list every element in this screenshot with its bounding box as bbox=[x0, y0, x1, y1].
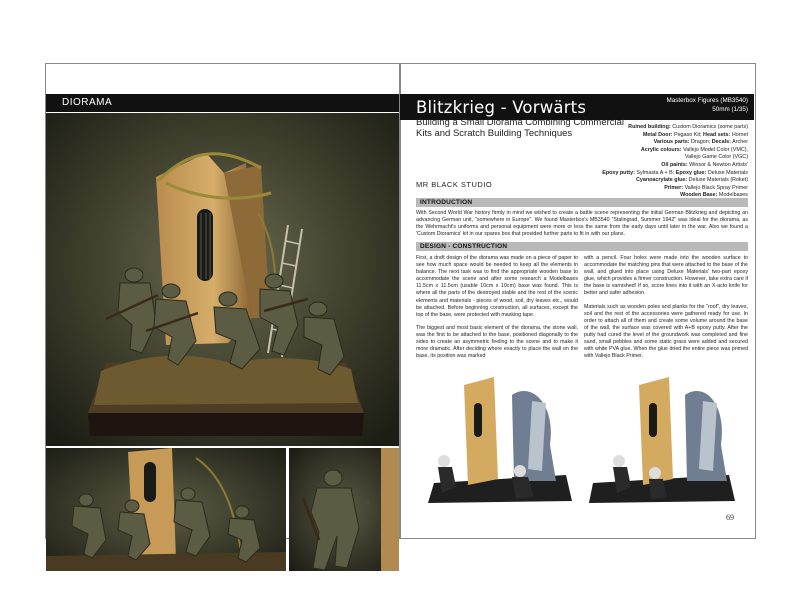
construction-photo-2 bbox=[579, 375, 739, 505]
spec-line: Cyanoacrylate glue: Deluxe Materials (Roket) bbox=[635, 177, 748, 184]
paragraph: The biggest and most basic element of the diorama, the stone wall, was the first to be attached to the base, positioned diagonally to the sides to create an asymmetric feeling to the scene and to make it more dramatic. After deciding where exactly to place the wall on the base, its position was marked bbox=[416, 324, 578, 360]
detail-photo-right bbox=[289, 448, 399, 571]
left-page bbox=[46, 63, 399, 538]
figure-info-line: 50mm (1/35) bbox=[712, 105, 748, 113]
construction-photo-2-image bbox=[579, 375, 739, 505]
introduction-heading: INTRODUCTION bbox=[420, 199, 473, 206]
materials-list bbox=[578, 124, 748, 200]
body-column-1 bbox=[416, 255, 578, 366]
spec-line: Metal Door: Pegaso Kit; Head sets: Hornet bbox=[642, 131, 748, 138]
spec-line: Epoxy putty: Sylmasta A + B; Epoxy glue: Deluxe Materials bbox=[602, 169, 748, 176]
introduction-text: With Second World War history firmly in mind we wished to create a battle scene representing the initial German Blitzkrieg and depicting an advancing German unit, "somewhere in Europe". We found Masterbox's MB3540 "Stalingrad, Summer 1942" was ideal for the diorama, as the Wehrmacht's uniforms and personal equipment were more or less the same from the early days until later in the war. Also we found a 'Custom Dioramics' kit in our spares box that provided further parts to fit in with our plans. bbox=[416, 210, 748, 238]
detail-photo-left bbox=[46, 448, 286, 571]
spec-line: Oil paints: Winsor & Newton Artists' bbox=[661, 161, 748, 168]
main-diorama-image bbox=[46, 113, 399, 446]
section-header bbox=[46, 94, 399, 112]
paragraph: with a pencil. Four holes were made into the wooden surface to accommodate the matching pins that were attached to the base of the wall, and glued into place using Deluxe Materials' two-part epoxy glue, which provides a firmer construction. However, take extra care if the base is varnished! If so, score lines into it with an X-acto knife for better and safer adhesion. bbox=[584, 255, 748, 297]
main-diorama-photo bbox=[46, 113, 399, 446]
spec-line: Various parts: Dragon; Decals: Archer bbox=[653, 139, 748, 146]
detail-photo-right-image bbox=[289, 448, 399, 571]
construction-photo-1 bbox=[416, 375, 576, 505]
section-label: DIORAMA bbox=[62, 97, 113, 108]
paragraph: First, a draft design of the diorama was made on a piece of paper to see how much space would be needed to keep all the elements in balance. The next task was to find the appropriate wooden base to accommodate the scene and after some research a Modelbases 11.5cm x 11.5cm (usable 10cm x 10cm) base was found. This is where all the parts of the destroyed stable and the rest of the scenic elements and materials - pieces of wood, soil, dry leaves etc., would be attached. Before beginning construction, all surfaces, except the top of the base, were protected with masking tape. bbox=[416, 255, 578, 318]
design-heading-bar bbox=[416, 242, 748, 251]
spec-line: Wooden Base: Modelbases bbox=[680, 192, 748, 199]
page-number-right: 69 bbox=[726, 513, 734, 522]
figure-info-line: Masterbox Figures (MB3540) bbox=[666, 97, 748, 104]
page-number-left: 68 bbox=[63, 513, 71, 522]
studio-credit: MR BLACK STUDIO bbox=[416, 180, 493, 189]
right-page bbox=[400, 63, 754, 538]
construction-photo-1-image bbox=[416, 375, 576, 505]
body-column-2 bbox=[584, 255, 748, 366]
detail-photo-left-image bbox=[46, 448, 286, 571]
spec-line: Vallejo Game Color (VGC) bbox=[684, 154, 748, 161]
figure-info bbox=[666, 97, 748, 114]
design-heading: DESIGN - CONSTRUCTION bbox=[420, 243, 508, 250]
article-title: Blitzkrieg - Vorwärts bbox=[416, 98, 587, 117]
spec-line: Ruined building: Custom Dioramics (some parts) bbox=[628, 124, 748, 130]
paragraph: Materials such as wooden poles and planks for the "roof", dry leaves, soil and the rest of the accessories were gathered ready for use. In order to attach all of them and create some volume around the base of the wall, the surface was covered with A+B epoxy putty. After the putty had cured the level of the groundwork was completed and fine sand, small pebbles and some static grass were added and secured with white PVA glue. When the glue dried the entire piece was primed with Vallejo Black Primer. bbox=[584, 303, 748, 360]
spec-line: Primer: Vallejo Black Spray Primer bbox=[664, 184, 748, 191]
article-subtitle: Building a Small Diorama Combining Commercial Kits and Scratch Building Techniques bbox=[416, 117, 625, 139]
introduction-heading-bar bbox=[416, 198, 748, 207]
spec-line: Acrylic colours: Vallejo Model Color (VMC), bbox=[640, 146, 748, 153]
